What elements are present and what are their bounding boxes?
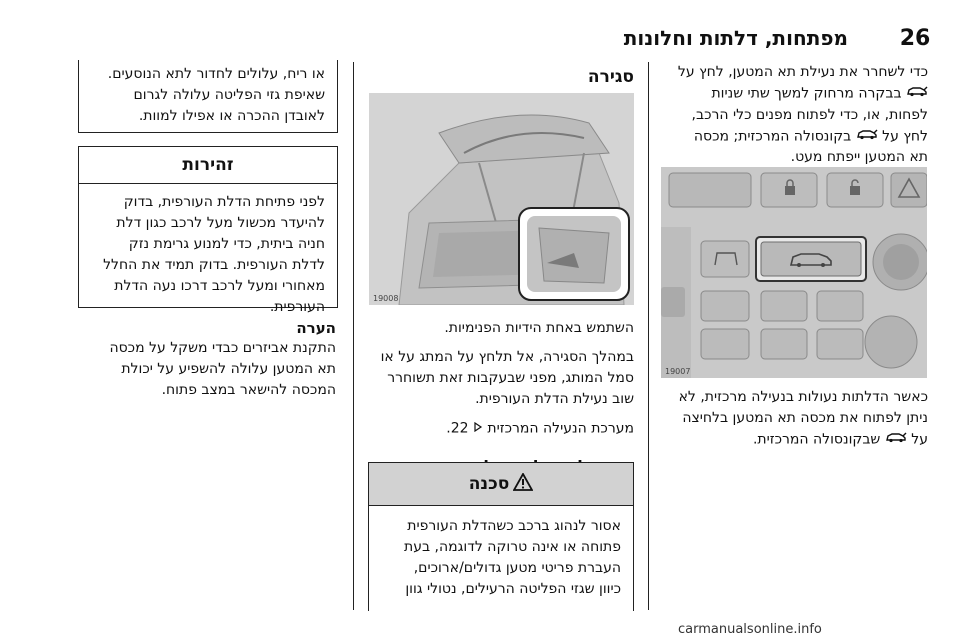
unlock-paragraph xyxy=(660,62,928,168)
caution-text xyxy=(91,192,325,318)
text-line: כאשר הדלתות נעולות בנעילה מרכזית, לא xyxy=(678,389,928,405)
page-header xyxy=(0,0,960,60)
caution-box xyxy=(78,146,338,315)
text-line: במהלך הסגירה, אל תלחץ על המתג על או xyxy=(380,349,634,365)
car-trunk-icon xyxy=(856,126,878,147)
text-line: שאיפת גזי הפליטה עלולה לגרום xyxy=(133,87,325,103)
text-line: כיוון שגזי הפליטה הרעילים, נטולי גוון xyxy=(405,581,621,597)
danger-title: סכנה xyxy=(468,474,510,494)
note-section xyxy=(78,318,336,401)
reference-page[interactable]: 22. xyxy=(446,420,469,437)
cross-reference xyxy=(368,418,634,440)
text-line: אסור לנהוג ברכב כשהדלת העורפית xyxy=(407,518,621,534)
text-line: המכסה להישאר במצב פתוח. xyxy=(161,382,336,398)
text-line: סמל המותג, מפני שבעקבות זאת תשוחרר xyxy=(387,370,634,386)
page-number: 26 xyxy=(899,26,931,51)
text-line: פתוחה או אינה טרוקה לדוגמה, בעת xyxy=(404,539,621,555)
footer-url[interactable]: carmanualsonline.info xyxy=(678,622,822,637)
caution-header: זהירות xyxy=(79,147,337,184)
text-line: בבקרה מרחוק למשך שתי שניות xyxy=(711,85,902,102)
text-line: תא המטען עלולה להשפיע על יכולת xyxy=(121,361,336,377)
text-line: מאחורי ומעל לרכב דרכו נעה הדלת xyxy=(114,278,325,294)
text-line: ניתן לפתוח את מכסה תא המטען בלחיצה xyxy=(682,410,928,426)
text-line: העברת פריטי מטען גדולים/ארוכים, xyxy=(413,560,621,576)
figure-number: 19008 xyxy=(373,294,399,303)
text-line: התקנת אביזרים כבדי משקל על מכסה xyxy=(109,340,336,356)
text-line: לדלת העורפית. בדוק תמיד את החלל xyxy=(103,257,325,273)
column-divider-left xyxy=(353,62,354,610)
danger-text xyxy=(381,516,621,600)
danger-continued-text xyxy=(91,64,325,127)
text-line: לפני פתיחת הדלת העורפית, בדוק xyxy=(123,194,325,210)
central-lock-paragraph xyxy=(660,387,928,451)
right-column xyxy=(660,62,928,168)
page-title: מפתחות, דלתות וחלונות xyxy=(623,26,848,50)
text-line: לחץ על xyxy=(882,128,928,144)
note-heading: הערה xyxy=(296,319,336,337)
middle-column xyxy=(368,62,634,88)
middle-column-text xyxy=(368,318,634,478)
right-column-lower xyxy=(660,387,928,451)
danger-box-continued xyxy=(78,60,338,133)
text-line: על xyxy=(911,431,928,448)
closing-warning-paragraph xyxy=(368,347,634,410)
danger-box xyxy=(368,462,634,611)
closing-heading: סגירה xyxy=(587,67,634,87)
text-line: שוב נעילת הדלת העורפית. xyxy=(475,391,634,407)
text-line: להיעדר מכשול מעל לרכב כגון דלת xyxy=(116,215,325,231)
text-line: העורפית. xyxy=(269,299,325,315)
console-buttons-figure xyxy=(661,167,927,378)
text-line: או ריח, עלולים לחדור לתא הנוסעים. xyxy=(107,66,325,82)
figure-number: 19007 xyxy=(665,367,691,376)
text-line: כדי לשחרר את נעילת תא המטען, לחץ על xyxy=(677,64,928,80)
page-reference-icon xyxy=(473,418,483,439)
note-text xyxy=(78,338,336,401)
caution-body xyxy=(79,184,337,318)
danger-header xyxy=(369,463,633,506)
danger-body xyxy=(369,506,633,600)
column-divider-right xyxy=(648,62,649,610)
console-illustration xyxy=(661,167,927,378)
danger-continued-body xyxy=(79,60,337,127)
warning-triangle-icon xyxy=(513,473,533,496)
car-trunk-icon xyxy=(906,83,928,104)
text-line: חניה ביתית, כדי למנוע גרימת נזק xyxy=(128,236,325,252)
tailgate-figure xyxy=(369,93,634,305)
car-trunk-icon xyxy=(885,429,907,450)
text-line: שבקונסולה המרכזית. xyxy=(752,431,881,448)
text-line: לאובדן ההכרה או אפילו למוות. xyxy=(138,108,325,124)
text-line: לפחות, או, כדי לפתוח מפנים כלי הרכב, xyxy=(691,106,928,123)
reference-text: מערכת הנעילה המרכזית xyxy=(487,420,634,437)
tailgate-illustration xyxy=(369,93,634,305)
handle-paragraph: השתמש באחת הידיות הפנימיות. xyxy=(444,320,634,336)
text-line: תא המטען ייפתח מעט. xyxy=(790,149,928,165)
text-line: בקונסולה המרכזית; מכסה xyxy=(693,128,852,144)
